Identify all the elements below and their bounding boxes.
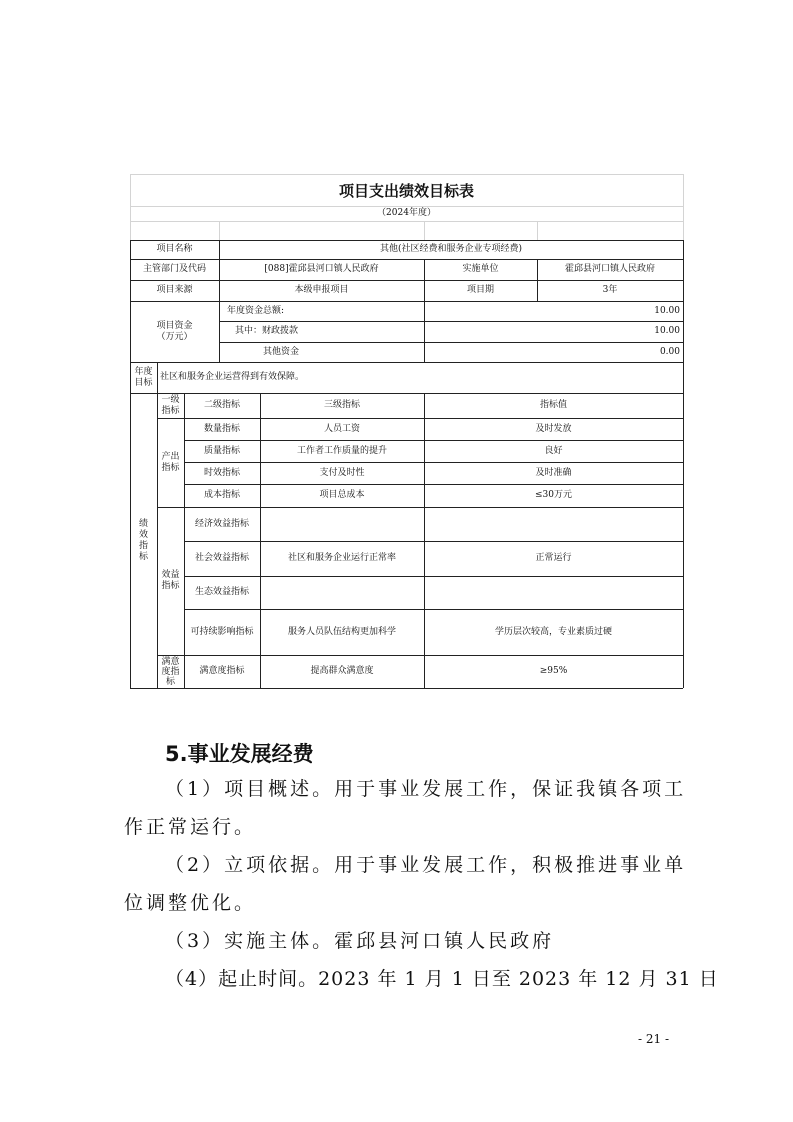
social-indicator: 社区和服务企业运行正常率 <box>287 553 396 563</box>
goal-label: 年度 目标 <box>134 366 153 388</box>
funds-annual-label: 年度资金总额: <box>227 305 285 316</box>
quality-indicator: 工作者工作质量的提升 <box>296 445 387 456</box>
satis-indicator: 提高群众满意度 <box>310 666 374 676</box>
funds-fiscal-value: 10.00 <box>654 326 680 336</box>
social-value: 正常运行 <box>535 553 572 563</box>
funds-annual-value: 10.00 <box>654 305 680 316</box>
social-label: 社会效益指标 <box>194 553 249 563</box>
paragraph-4: （4）起止时间。2023 年 1 月 1 日至 2023 年 12 月 31 日 <box>165 968 719 990</box>
section-heading: 5.事业发展经费 <box>165 742 314 766</box>
project-name-value: 其他(社区经费和服务企业专项经费) <box>379 244 523 254</box>
paragraph-1-line-1: （1）项目概述。用于事业发展工作，保证我镇各项工 <box>165 778 687 800</box>
sustain-indicator: 服务人员队伍结构更加科学 <box>287 626 396 637</box>
period-label: 项目期 <box>466 285 494 295</box>
qty-value: 及时发放 <box>535 423 572 434</box>
dept-label: 主管部门及代码 <box>142 264 206 274</box>
paragraph-3: （3）实施主体。霍邱县河口镇人民政府 <box>165 930 555 952</box>
output-label: 产出 指标 <box>161 451 180 473</box>
paragraph-2-line-1: （2）立项依据。用于事业发展工作，积极推进事业单 <box>165 854 687 876</box>
qty-label: 数量指标 <box>203 423 240 434</box>
impl-value: 霍邱县河口镇人民政府 <box>564 264 655 274</box>
paragraph-1-line-2: 作正常运行。 <box>124 816 257 838</box>
quality-label: 质量指标 <box>203 445 240 456</box>
lvl1-header: 一级 指标 <box>161 394 180 416</box>
period-value: 3年 <box>602 285 618 295</box>
sustain-label: 可持续影响指标 <box>190 626 254 637</box>
page-number: - 21 - <box>638 1032 670 1046</box>
econ-label: 经济效益指标 <box>194 518 249 529</box>
cost-indicator: 项目总成本 <box>319 490 365 500</box>
funds-other-label: 其他资金 <box>263 346 300 357</box>
project-name-label: 项目名称 <box>156 244 193 254</box>
value-header: 指标值 <box>539 400 567 410</box>
cost-value: ≤30万元 <box>535 490 572 500</box>
lvl3-header: 三级指标 <box>323 400 360 410</box>
source-value: 本级申报项目 <box>294 285 349 295</box>
sustain-value: 学历层次较高，专业素质过硬 <box>494 626 612 637</box>
time-label: 时效指标 <box>203 467 240 478</box>
table-year: （2024年度） <box>377 208 436 218</box>
lvl2-header: 二级指标 <box>203 400 240 410</box>
impl-label: 实施单位 <box>462 264 499 274</box>
perf-label: 绩 效 指 标 <box>138 518 148 562</box>
benefit-label: 效益 指标 <box>161 570 180 591</box>
dept-value: [088]霍邱县河口镇人民政府 <box>264 264 379 274</box>
eco-label: 生态效益指标 <box>194 587 249 597</box>
paragraph-2-line-2: 位调整优化。 <box>124 892 257 914</box>
goal-value: 社区和服务企业运营得到有效保障。 <box>160 372 305 382</box>
funds-other-value: 0.00 <box>659 346 680 357</box>
qty-indicator: 人员工资 <box>323 423 360 434</box>
satis-sub-label: 满意度指标 <box>199 666 245 676</box>
source-label: 项目来源 <box>156 285 193 295</box>
funds-label: 项目资金 （万元） <box>156 320 193 342</box>
satis-value: ≥95% <box>539 666 568 676</box>
time-indicator: 支付及时性 <box>319 467 365 478</box>
table-title: 项目支出绩效目标表 <box>338 181 474 200</box>
time-value: 及时准确 <box>535 467 572 478</box>
quality-value: 良好 <box>544 445 563 456</box>
cost-label: 成本指标 <box>203 490 240 500</box>
satis-label: 满意 度指 标 <box>161 656 180 687</box>
funds-fiscal-label: 其中：财政拨款 <box>235 326 299 336</box>
